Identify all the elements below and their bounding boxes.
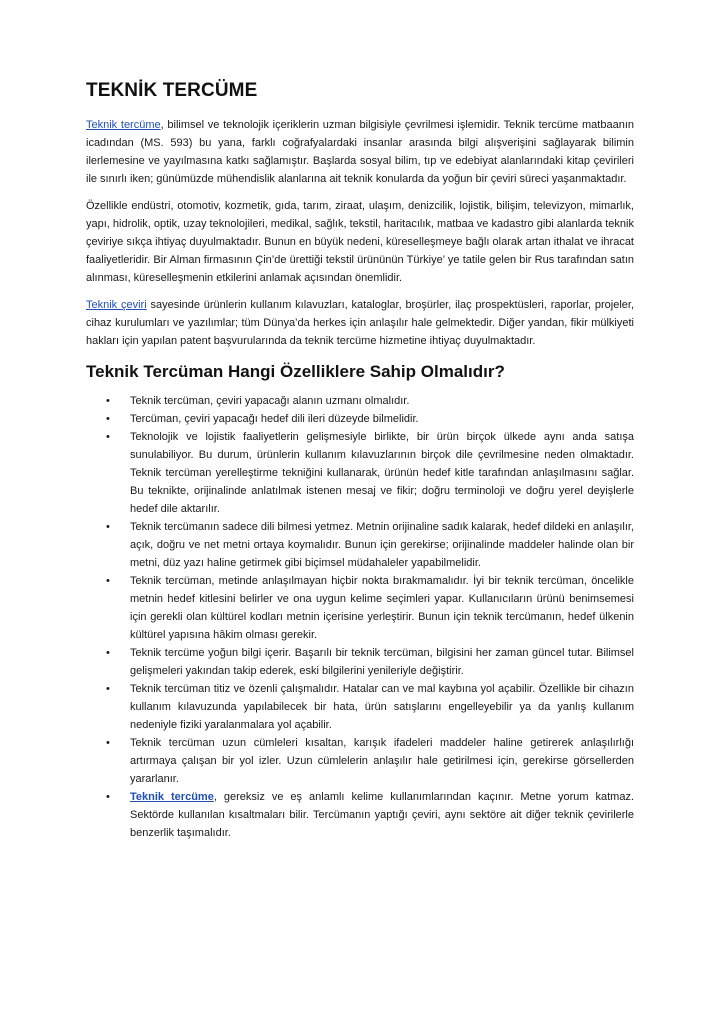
bullet-icon: • bbox=[106, 413, 110, 425]
list-item: • Teknik tercümanın sadece dili bilmesi yetmez. Metnin orijinaline sadık kalarak, hedef dildeki en anlaşılır, açık, doğru ve net metni ortaya koymalıdır. Bunun için gerekirse; orijinalinde maddeler halinde olan bir metni, düz yazı haline getirmek gibi biçimsel müdahaleler yapabilmelidir. bbox=[86, 518, 634, 572]
document-page bbox=[86, 80, 634, 842]
bullet-icon: • bbox=[106, 737, 110, 749]
industries-paragraph bbox=[86, 197, 634, 287]
paragraph-text: sayesinde ürünlerin kullanım kılavuzları, kataloglar, broşürler, ilaç prospektüsleri, raporlar, projeler, cihaz kurulumları ve yazılımlar; tüm Dünya’da herkes için anlaşılır hale gelmektedir. Diğer yandan, fikir mülkiyeti hakları için yapılan patent başvurularında da teknik tercüme hizmetine ihtiyaç duyulmaktadır. bbox=[86, 299, 635, 347]
section-heading: Teknik Tercüman Hangi Özelliklere Sahip Olmalıdır? bbox=[86, 362, 505, 381]
list-item: • Teknik tercüme, gereksiz ve eş anlamlı kelime kullanımlarından kaçınır. Metne yorum katmaz. Sektörde kullanılan kısaltmaları bilir. Tercümanın yaptığı çeviri, aynı sektöre ait diğer teknik çevirilerle benzerlik taşımalıdır. bbox=[86, 788, 634, 842]
teknik-ceviri-link[interactable]: Teknik çeviri bbox=[86, 299, 147, 311]
list-item: • Teknik tercüman, çeviri yapacağı alanın uzmanı olmalıdır. bbox=[86, 392, 634, 410]
list-item: • Teknik tercüman titiz ve özenli çalışmalıdır. Hatalar can ve mal kaybına yol açabilir. Özellikle bir cihazın kullanım kılavuzunda yapılabilecek bir hata, ürün satışlarını engelleyebilir ya da yanlış kullanım nedeniyle fiziki yaralanmalara yol açabilir. bbox=[86, 680, 634, 734]
bullet-icon: • bbox=[106, 395, 110, 407]
intro-paragraph bbox=[86, 116, 634, 188]
list-item: • Tercüman, çeviri yapacağı hedef dili ileri düzeyde bilmelidir. bbox=[86, 410, 634, 428]
bullet-icon: • bbox=[106, 431, 110, 443]
list-item: • Teknik tercüme yoğun bilgi içerir. Başarılı bir teknik tercüman, bilgisini her zaman güncel tutar. Bilimsel gelişmeleri yakından takip ederek, eski bilgilerini yenileriyle değiştirir. bbox=[86, 644, 634, 680]
list-item: • Teknik tercüman, metinde anlaşılmayan hiçbir nokta bırakmamalıdır. İyi bir teknik tercüman, öncelikle metnin hedef kitlesini belirler ve ona uygun kelime seçimleri yapar. Kullanıcıların ürünü benimsemesi için gerekli olan kültürel kodları metnin içerisine yerleştirir. Bunun için teknik tercümanın, hedef ülkenin kültürel yapısına hâkim olması gerekir. bbox=[86, 572, 634, 644]
requirements-list bbox=[86, 392, 634, 842]
bullet-icon: • bbox=[106, 521, 110, 533]
paragraph-text: Özellikle endüstri, otomotiv, kozmetik, gıda, tarım, ziraat, ulaşım, denizcilik, lojistik, bilişim, televizyon, mimarlık, yapı, hidrolik, optik, uzay teknolojileri, medikal, sağlık, tekstil, haritacılık, matbaa ve kadastro gibi alanlarda teknik çeviriye sıkça ihtiyaç duyulmaktadır. Bunun en büyük nedeni, küreselleşmeye bağlı olarak artan ithalat ve ihracat faaliyetleridir. Bir Alman firmasının Çin’de ürettiği tekstil ürününün Türkiye’ ye tatile gelen bir Rus tarafından satın alınması, küreselleşmenin etkilerini anlamak açısından önemlidir. bbox=[86, 200, 634, 284]
bullet-icon: • bbox=[106, 575, 110, 587]
teknik-tercume-bold-link[interactable]: Teknik tercüme bbox=[130, 791, 214, 803]
teknik-tercume-link[interactable]: Teknik tercüme bbox=[86, 119, 161, 131]
technical-translation-paragraph bbox=[86, 296, 634, 350]
list-item: • Teknolojik ve lojistik faaliyetlerin gelişmesiyle birlikte, bir ürün birçok ülkede aynı anda satışa sunulabiliyor. Bu durum, ürünlerin kullanım kılavuzlarının birçok dile çevrilmesine neden olmaktadır. Teknik tercüman yerelleştirme tekniğini kullanarak, ürünün hedef kitle tarafından anlaşılmasını sağlar. Bu teknikte, orijinalinde anlatılmak istenen mesaj ve fikir; doğru terminoloji ve doğru yerel deyişlerle hedef dile aktarılır. bbox=[86, 428, 634, 518]
bullet-icon: • bbox=[106, 791, 110, 803]
bullet-icon: • bbox=[106, 647, 110, 659]
bullet-icon: • bbox=[106, 683, 110, 695]
paragraph-text: , bilimsel ve teknolojik içeriklerin uzman bilgisiyle çevrilmesi işlemidir. Teknik tercüme matbaanın icadından (MS. 593) bu yana, farklı coğrafyalardaki insanlar arasında bilgi alışverişini sağlayarak bilimin ilerlemesine ve yayılmasına katkı sağlamıştır. Başlarda sosyal bilim, tıp ve edebiyat alanlarındaki kitap çevirileri ile sınırlı iken; günümüzde mühendislik alanlarına ait teknik konularda da yoğun bir çeviri süreci yaşanmaktadır. bbox=[86, 119, 634, 185]
page-title: TEKNİK TERCÜME bbox=[86, 80, 258, 101]
list-item: • Teknik tercüman uzun cümleleri kısaltan, karışık ifadeleri maddeler haline getirerek anlaşılırlığı artırmaya çalışan bir yol izler. Uzun cümlelerin anlaşılır hale getirilmesi için, gerekirse görsellerden yararlanır. bbox=[86, 734, 634, 788]
